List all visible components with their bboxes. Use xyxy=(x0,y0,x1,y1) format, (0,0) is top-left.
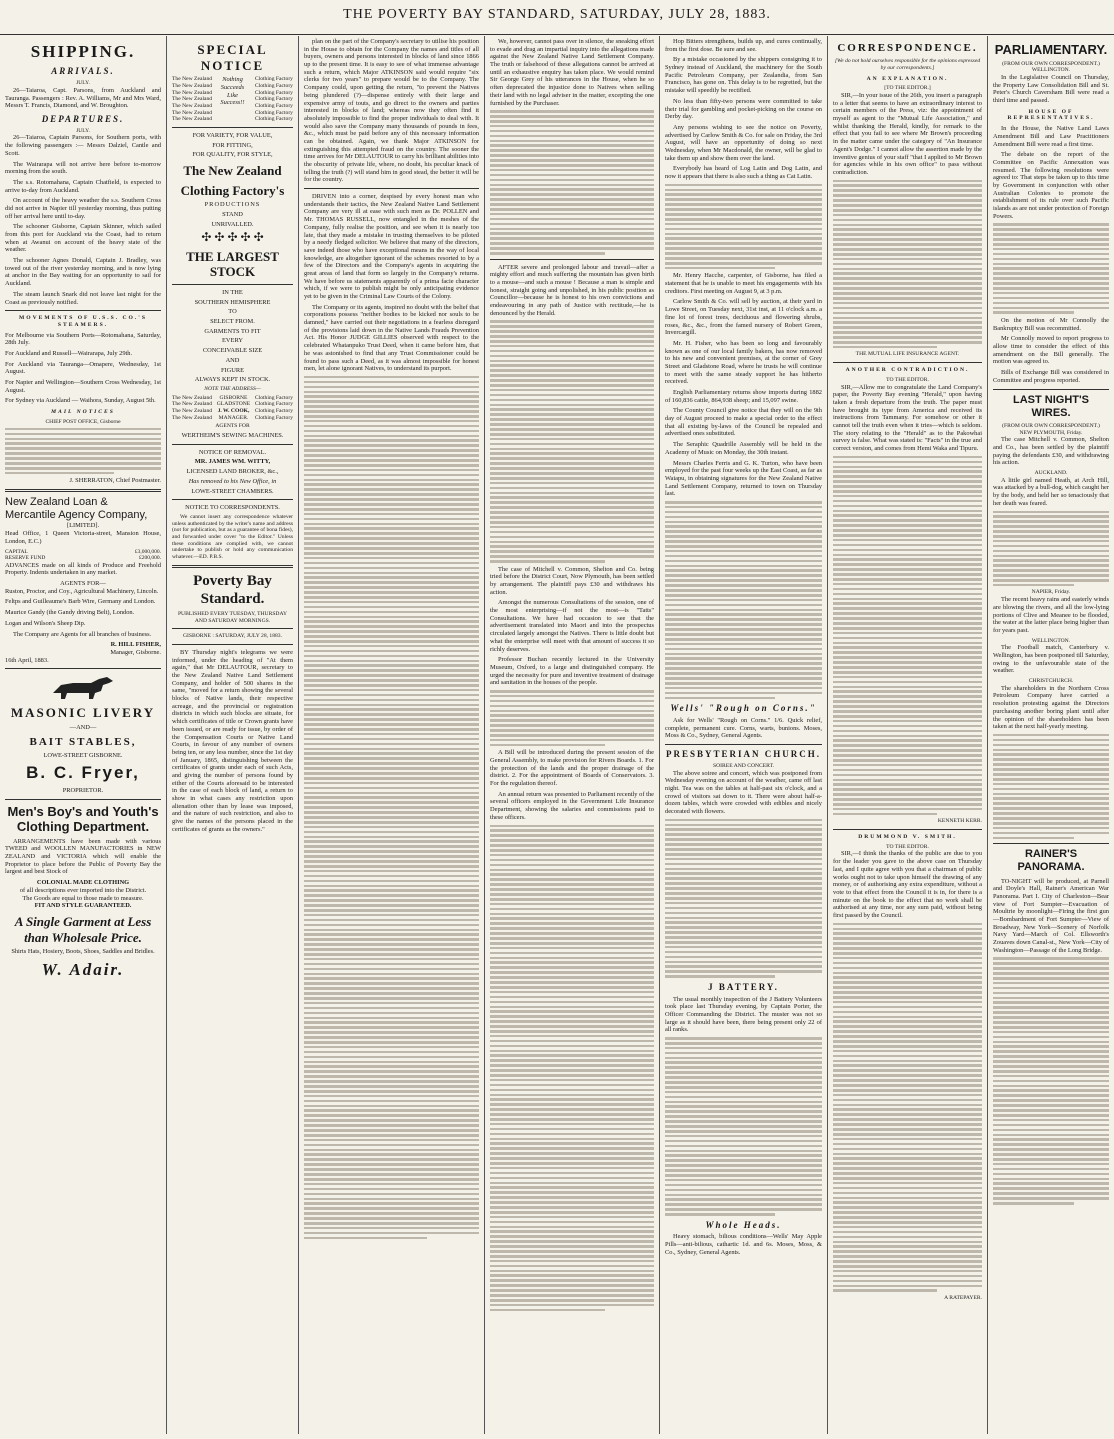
correspondence-heading: CORRESPONDENCE. xyxy=(837,42,978,54)
column-4 xyxy=(485,36,660,1434)
parliamentary-heading: PARLIAMENTARY. xyxy=(994,42,1108,57)
southern-hemisphere: SOUTHERN HEMISPHERE xyxy=(194,298,271,306)
reserve-row: RESERVE FUND £200,000. xyxy=(5,555,161,562)
news-paragraph: The case of Mitchell v. Common, Shelton and Co. being tried before the District Court, Now Plymouth, has been settled by arrangement. The plaintiff pays £30 and withdraws his action. xyxy=(490,565,654,596)
divider xyxy=(5,799,161,800)
mail-notices-text xyxy=(5,428,161,475)
editorial-lead: BY Thursday night's telegrams we were informed, under the heading of "At them again," that Mr DELAUTOUR, secretary to the New Zealand Native Land Settlement Company, and holder of 500 shares in the same, "moved for a return showing the several blocks of Native lands, their respective acreage, and the provincial or registration districts in which such blocks are situate, for which certificates of title or Crown grants have been issued, or are ready for issue, by order of the Compensation Courts or Native Land Courts, in favour of any number of owners being ten, or any less number, since the 1st day of January, 1865, distinguishing between the certificates of grants under each of such Acts, and giving the number of persons found by either of the Courts aforesaid to be interested in the case of each block of land, a return to show in what cases any restriction upon alienation other than by lease was imposed, and the nature of such restriction, and also to give the names of the persons placed in the certificates of grants as the owners." xyxy=(172,648,293,833)
wire-paragraph: The Football match, Canterbury v. Wellington, has been postponed till Saturday, owing to the unfavourable state of the weather. xyxy=(993,644,1109,675)
editorial-dateline: GISBORNE : SATURDAY, JULY 28, 1883. xyxy=(183,633,282,640)
parliament-paragraph: In the Legislative Council on Thursday, the Property Law Consolidation Bill and St. Peter's Church Caversham Bill were read a third time and passed. xyxy=(993,74,1109,105)
wire-paragraph: The case Mitchell v. Common, Shelton and Co., has been settled by the plaintiff paying the defendants £30, and withdrawing his action. xyxy=(993,436,1109,467)
wire-paragraph: The recent heavy rains and easterly winds are blowing the rivers, and all the low-lying portions of Clive and Meanee to be flooded, the water at the latter place being higher than for years past. xyxy=(993,596,1109,634)
agent-entry: Ruston, Proctor, and Coy., Agricultural Machinery, Lincoln. xyxy=(5,587,159,595)
divider xyxy=(993,389,1109,390)
masthead: THE POVERTY BAY STANDARD, SATURDAY, JULY 28, 1883. xyxy=(0,0,1114,35)
nz-rows: The New Zealand The New Zealand The New Zealand The New Zealand The New Zealand The New Zealand The New Zealand xyxy=(172,76,213,123)
wellington-dateline-2: WELLINGTON. xyxy=(1031,637,1071,644)
auckland-dateline: AUCKLAND. xyxy=(1034,470,1068,477)
capital-row: CAPITAL £3,000,000. xyxy=(5,548,161,555)
column-6-text xyxy=(833,456,982,816)
shipping-news: The s.s. Rotomahana, Captain Chatfield, is expected to arrive to-day from Auckland. xyxy=(5,178,161,194)
news-paragraph: Hop Bitters strengthens, builds up, and cures continually, from the first dose. Be sure and see. xyxy=(665,38,822,53)
column-7 xyxy=(988,36,1114,1434)
news-paragraph: By a mistake occasioned by the shippers consigning it to Sydney instead of Auckland, the machinery for the South Pacific Petroleum Company, per Zealandia, from San Francisco, has gone on. This delay is to be regretted, but the mistake will speedily be rectified. xyxy=(665,56,822,95)
parliament-paragraph: Bills of Exchange Bill was considered in Committee and progress reported. xyxy=(993,369,1109,384)
house-heading: HOUSE OF REPRESENTATIVES. xyxy=(1007,108,1095,122)
parliament-paragraph: In the House, the Native Land Laws Amendment Bill and Law Practitioners Amendment Bill were read a first time. xyxy=(993,125,1109,148)
agent-entry: Maurice Gandy (the Gandy driving Belt), London. xyxy=(5,609,135,617)
and-word: AND xyxy=(225,356,240,364)
postmaster-signature: J. SHERRATON, Chief Postmaster. xyxy=(69,477,161,485)
nothing-succeeds: Nothing Succeeds Like Success!! xyxy=(220,76,245,107)
cf-rows: Clothing Factory Clothing Factory Clothing Factory Clothing Factory Clothing Factory Clothing Factory Clothing Factory xyxy=(254,76,293,123)
mens-clothing-title: Men's Boy's and Youth's Clothing Department. xyxy=(7,803,159,835)
battery-heading: J BATTERY. xyxy=(708,981,779,992)
mail-notices-sub: CHIEF POST OFFICE, Gisborne xyxy=(45,418,121,425)
lowe-chambers: LOWE-STREET CHAMBERS. xyxy=(191,487,274,495)
shipping-news: The Wairarapa will not arrive here before to-morrow morning from the south. xyxy=(5,160,161,176)
column-6-text xyxy=(833,180,982,349)
every-word: EVERY xyxy=(222,337,243,345)
correspondents-notice: NOTICE TO CORRESPONDENTS. xyxy=(185,504,280,512)
column-5-text xyxy=(665,1037,822,1216)
editorial-driven-2: The Company or its agents, inspired no doubt with the belief that corporations possess "neither bodies to be kicked nor souls to be damned," have carried out their negotiations in a fearless disregard of the provisions laid down in the Native Lands Frauds Prevention Act. His Honor JUDGE GILLIES observed with respect to the celebrated Whatanpuko Trust Deed, when it came before him, that he was astonished to find that any Trust Commissioner could be found to pass such a Deed, as it was almost impossible for honest men, let alone ignorant Natives, to understand its purport. xyxy=(304,303,479,373)
battery-text: The usual monthly inspection of the J Battery Volunteers took place last Thursday evening, by Captain Porter, the Officer Commanding the District. The muster was not so large as it should have been, there being present only 22 of all ranks. xyxy=(665,995,822,1034)
witty-name: MR. JAMES WM. WITTY, xyxy=(194,458,271,466)
news-paragraph: Mr. H. Fisher, who has been so long and favourably known as one of our local family bakers, has now removed to his new and convenient premises, at the corner of Grey Street and Gladstone Road, where he trusts he will continue to meet with the same steady support he has hitherto received. xyxy=(665,339,822,386)
news-paragraph: The County Council give notice that they will on the 9th day of August proceed to make a special order to the effect that all existing by-laws of the Council be repealed and advertised ones substituted. xyxy=(665,407,822,438)
whole-heads-text: Heavy stomach, bilious conditions—Wells' May Apple Pills—anti-bilious, cathartic 1d. and 6s. Moses, Moss, & Co., Sydney, General Agents. xyxy=(665,1233,822,1256)
news-paragraph: The Seraphic Quadrille Assembly will be held in the Academy of Music on Monday, the 30th instant. xyxy=(665,441,822,456)
explanation-text: SIR,—In your issue of the 26th, you insert a paragraph to a letter that seems to have an extraordinary interest to certain members of the Press, viz: the appointment of myself as agent to the "Mutual Life Association," and whilst thanking the Herald, kindly, for remark to the effect that you fail to see where Mr Brown's proceeding in the matter came under the category of "An Insurance Agent's Dodge." I cannot allow the assertion made by the inventive genius of your staff "that I applied to Mr Brown for agencies while in his own office" to pass without contradiction. xyxy=(833,92,982,176)
paper-title: Poverty Bay Standard. xyxy=(193,572,272,607)
drummond-signature: A RATEPAYER. xyxy=(944,1295,982,1302)
garments-fit: GARMENTS TO FIT xyxy=(204,327,261,335)
wells-heading: Wells' "Rough on Corns." xyxy=(670,703,817,714)
date-line: 16th April, 1883. xyxy=(5,656,49,664)
departure-entry: 26—Taiaroa, Captain Parsons, for Southern ports, with the following passengers :— Messrs Dalziel, Cantle and Scott. xyxy=(5,134,161,157)
divider xyxy=(490,259,654,260)
news-paragraph: A Bill will be introduced during the present session of the General Assembly, to make provision for Rivers Boards. 1. For the protection of the lands and the proper drainage of the district. 2. For the appointment of Boards of Conservators. 3. For the regulation thereof. xyxy=(490,749,654,788)
steamer-entry: For Auckland via Tauranga—Omapere, Wednesday, 1st August. xyxy=(5,360,161,376)
to-editor: TO THE EDITOR. xyxy=(886,376,929,383)
wellington-dateline: WELLINGTON. xyxy=(1031,67,1071,74)
arrivals-date: JULY. xyxy=(76,80,90,87)
proprietor-label: PROPRIETOR. xyxy=(62,786,104,794)
agent-note: The Company are Agents for all branches of business. xyxy=(13,630,152,638)
divider xyxy=(172,499,293,500)
correspondents-text: We cannot insert any correspondence whatever unless authenticated by the writer's name and address (not for publication, but as a guarantee of bona fides), and forwarded under cover "to the Editor." Unless these conditions are complied with, we cannot undertake to publish or hold any communication whatever.—ED. P.B.S. xyxy=(172,513,293,561)
news-paragraph: Carlow Smith & Co. will sell by auction, at their yard in Lowe Street, on Tuesday next, 31st inst, at 11 o'clock a.m. a fine lot of forest trees, deciduous and flowering shrubs, roses, &c., &c., from the famed nursery of Robert Green, Invercargill. xyxy=(665,298,822,337)
parliamentary-sub: (FROM OUR OWN CORRESPONDENT.) xyxy=(1002,60,1100,67)
unrivalled-word: UNRIVALLED. xyxy=(211,220,254,228)
departures-date: JULY. xyxy=(76,127,90,134)
column-5-text xyxy=(665,819,822,978)
contradiction-heading: ANOTHER CONTRADICTION. xyxy=(845,367,970,374)
correspondence-disclaimer: [We do not hold ourselves responsible for the opinions expressed by our correspondents.] xyxy=(834,58,981,71)
to-word: TO xyxy=(228,308,237,316)
whole-heads-heading: Whole Heads. xyxy=(705,1219,782,1230)
column-5 xyxy=(660,36,828,1434)
figure-word: FIGURE xyxy=(220,366,245,374)
to-editor: [TO THE EDITOR.] xyxy=(884,85,931,92)
to-editor: TO THE EDITOR. xyxy=(886,843,929,850)
column-6-text xyxy=(833,923,982,1292)
presbyterian-heading: PRESBYTERIAN CHURCH. xyxy=(665,749,821,760)
wertheim-machines: WERTHEIM'S SEWING MACHINES. xyxy=(181,432,284,440)
wires-heading: LAST NIGHT'S WIRES. xyxy=(1013,393,1089,419)
divider xyxy=(172,644,293,645)
column-6 xyxy=(828,36,988,1434)
arrivals-heading: ARRIVALS. xyxy=(51,66,115,77)
colonial-sub: of all descriptions ever imported into the District. xyxy=(19,886,147,894)
departures-heading: DEPARTURES. xyxy=(41,113,125,124)
witty-moved: Has removed to his New Office, in xyxy=(188,477,277,485)
horse-icon xyxy=(43,673,123,701)
column-7-text xyxy=(993,734,1109,839)
column-4-text xyxy=(490,690,654,746)
parliament-paragraph: The debate on the report of the Committee on Pacific Annexation was resumed. The following resolutions were agreed to: That steps be taken up to this time by Government in conjunction with other Australian Colonies to promote the establishment of its rule over such Pacific islands as are not under protection of Foreign Powers. xyxy=(993,151,1109,220)
news-paragraph: No less than fifty-two persons were committed to take their trial for gambling and pocket-picking on the course on Derby day. xyxy=(665,97,822,121)
drummond-text: SIR,—I think the thanks of the public are due to you for the leader you gave to the above case on Thursday last, and I quite agree with you that a chairman of public works ought not to take upon himself the drawing of any money, or of authorising any extra expenditure, without a vote to that effect from the Council it is in, for there is a minute on the book to the effect that no work shall be authorised at any time, nor any sum paid, without being first passed by the Council. xyxy=(833,850,982,919)
agents-heading: AGENTS FOR— xyxy=(60,580,106,588)
quality-line: FOR QUALITY, FOR STYLE, xyxy=(192,151,273,159)
goods-equal: The Goods are equal to those made to measure. xyxy=(22,894,144,902)
special-notice-title: SPECIAL NOTICE xyxy=(197,42,268,73)
christchurch-dateline: CHRISTCHURCH. xyxy=(1028,678,1074,685)
napier-dateline: NAPIER, Friday. xyxy=(1031,589,1071,596)
parliament-paragraph: On the motion of Mr Connolly the Bankruptcy Bill was recommitted. xyxy=(993,317,1109,332)
special-notice-box xyxy=(172,76,293,123)
wire-paragraph: A little girl named Heath, at Arch Hill, was attacked by a bull-dog, which caught her by the body, and held her so tenaciously that her death was feared. xyxy=(993,476,1109,507)
lowe-street: LOWE-STREET GISBORNE. xyxy=(43,751,123,759)
conceivable-size: CONCEIVABLE SIZE xyxy=(202,347,263,355)
wire-paragraph: The shareholders in the Northern Cross Petroleum Company have carried a resolution protesting against the Directors purchasing another boring plant until after the opinion of the shareholders has been taken at the next half-yearly meeting. xyxy=(993,684,1109,731)
steamer-entry: For Auckland and Russell—Wairarapa, July 29th. xyxy=(5,349,133,357)
rainer-heading: RAINER'S PANORAMA. xyxy=(1017,848,1085,874)
explanation-heading: AN EXPLANATION. xyxy=(866,75,949,82)
divider xyxy=(172,444,293,445)
divider xyxy=(5,310,161,311)
divider xyxy=(172,565,293,568)
news-paragraph: We, however, cannot pass over in silence, the sneaking effort to evade and drag an impartial inquiry into the allegations made against the New Zealand Native Land Settlement Company. The truth or falsehood of these allegations cannot be arrived at until an exhaustive enquiry has taken place. We would remind Sir George Grey of his utterances in the House, when he so often deprecated the injustice done to Natives when selling their land with no legal adviser in the matter, excepting the one furnished by the Purchaser. xyxy=(490,38,654,107)
agent-entry: Feltps and Guilleaume's Barb Wire, Germany and London. xyxy=(5,598,156,606)
steamer-entry: For Melbourne via Southern Ports—Rotomahana, Saturday, 28th July. xyxy=(5,331,161,347)
column-3 xyxy=(299,36,485,1434)
shipping-news: The schooner Agnes Donald, Captain J. Bradley, was towed out of the river yesterday morning, and is now lying at anchor in the Bay waiting for an opportunity to sail for Auckland. xyxy=(5,257,161,288)
presbyterian-sub: SOIREE AND CONCERT. xyxy=(713,762,774,769)
single-garment-headline: A Single Garment at Less than Wholesale Price. xyxy=(14,913,152,945)
explanation-signature: THE MUTUAL LIFE INSURANCE AGENT. xyxy=(855,351,960,358)
shipping-news: The steam launch Snark did not leave last night for the Coast as previously notified. xyxy=(5,290,161,306)
news-paragraph: Messrs Charles Ferris and G. K. Turton, who have been employed for the past four weeks up the East Coast, as far as Waiapu, in obtaining signatures for the New Zealand Native Land Settlement Company, returned to town on Thursday last. xyxy=(665,459,822,498)
divider xyxy=(833,362,982,363)
decorative-glyphs: ✣ ✣ ✣ ✣ ✣ xyxy=(201,230,264,245)
news-paragraph: Everybody has heard of Log Latin and Dog Latin, and now it appears that there is also such a thing as Cat Latin. xyxy=(665,165,822,180)
arrival-entry: 26—Taiaroa, Capt. Parsons, from Auckland and Tauranga. Passengers : Rev. A. Williams, Mr and Mrs Ward, Messrs T. Francis, Diamond, and W. Broughton. xyxy=(5,86,161,110)
news-paragraph: AFTER severe and prolonged labour and travail—after a mighty effort and much suffering the mountain has given birth to a mouse—and such a mouse ! Because a man is simple and honest, straight going and unpolished, in his public position as Councillor—because he is honest to his own convictions and endeavouring in any path of Justice with rectitude,—he is denounced by the Herald. xyxy=(490,263,654,317)
wells-text: Ask for Wells' "Rough on Corns." 1/6. Quick relief, complete, permanent cure. Corns, warts, bunions. Moses, Moss & Co., Sydney, General Agents. xyxy=(665,717,822,740)
manager-name: R. HILL FISHER, xyxy=(110,641,161,649)
column-4-text xyxy=(490,825,654,1312)
column-4-text xyxy=(490,320,654,562)
contradiction-signature: KENNETH KERR. xyxy=(937,818,982,825)
variety-line: FOR VARIETY, FOR VALUE, xyxy=(192,132,273,140)
colonial-clothing: COLONIAL MADE CLOTHING xyxy=(36,879,130,887)
shipping-news: On account of the heavy weather the s.s. Southern Cross did not arrive in Napier till yesterday morning, thus putting off her arrival here until to-day. xyxy=(5,197,161,220)
productions-word: PRODUCTIONS xyxy=(204,201,261,209)
select-from: SELECT FROM. xyxy=(210,318,255,326)
loan-agency-title: New Zealand Loan & Mercantile Agency Company, xyxy=(5,496,148,522)
published-line: PUBLISHED EVERY TUESDAY, THURSDAY AND SATURDAY MORNINGS. xyxy=(177,610,288,624)
manager-title: Manager, Gisborne. xyxy=(110,648,161,656)
divider xyxy=(5,668,161,669)
loan-office: Head Office, 1 Queen Victoria-street, Mansion House, London, E.C.) xyxy=(5,530,161,545)
mail-notices-heading: MAIL NOTICES xyxy=(51,409,115,416)
always-in-stock: ALWAYS KEPT IN STOCK. xyxy=(194,376,271,384)
contradiction-text: SIR,—Allow me to congratulate the Land Company's paper, the Poverty Bay evening "Herald," upon having taken a fresh departure from the truth. The paper must have brought its type from America and received its instructions from Tammany. For somehow or other it cannot tell the truth even when it tries—which is seldom. The story relating to the "Herald" as to the Pakowhai survey is false. What was stated is: "Facts" in the true and correct version, and comes from Hemi Waka and Tipuru. xyxy=(833,383,982,453)
editorial-driven: DRIVEN into a corner, despised by every honest man who understands their tactics, the New Zealand Native Land Settlement Company are very ill at ease with such men as Dr. POLLEN and Mr. THOMAS RUSSELL, now entangled in the meshes of the Company, fully realise the position, and see when it is nearly too late, that they made a mistake in trusting themselves to be piloted by a needy fledged solicitor. We believe that many of the directors, save indeed those who have exceptional means in the way of local knowledge, are altogether ignorant of the schemes resorted to by a few of the Directors and the Company's agents in acquiring the great areas of land that form so largely in the Company's returns. We have before us statements apparently of a prima facie character which, if we were to publish might be only anticipating evidence yet to be given in the Criminal Law Courts of the Colony. xyxy=(304,193,479,300)
column-5-text xyxy=(665,501,822,699)
and-word: —AND— xyxy=(69,723,97,731)
stand-word: STAND xyxy=(222,211,243,219)
news-paragraph: Mr. Henry Hacche, carpenter, of Gisborne, has filed a statement that he is unable to meet his engagements with his creditors. First meeting on August 9, at 3 p.m. xyxy=(665,272,822,295)
news-paragraph: Professor Buchan recently lectured in the University Museum, Oxford, to a large and distinguished company. He urged the necessity for pure and inventive treatment of drainage and sanitation in the houses of the people. xyxy=(490,656,654,687)
divider xyxy=(5,489,161,492)
address-block: The New Zealand The New Zealand The New Zealand The New Zealand GISBORNE GLADSTONE J. W. COOK, MANAGER. Clothing Factory Clothing Factory Clothing Factory Clothing Factory xyxy=(172,394,293,421)
drummond-heading: DRUMMOND V. SMITH. xyxy=(858,834,957,841)
wires-sub: (FROM OUR OWN CORRESPONDENT.) xyxy=(1002,422,1100,429)
fit-style: FIT AND STYLE GUARANTEED. xyxy=(34,902,132,910)
editorial-continued: plan on the part of the Company's secretary to utilise his position in the House to obtain for the Company the names and titles of all buyers, owners and persons interested in blocks of land since 1866 up to the present time. It is easy to see of what immense advantage such a return, which Major ATKINSON said would require "six clerks for two years" to prepare would be to the Company. The Company could, upon getting the return, "to prevent the Natives being plundered (?)—dispense entirely with their large and expensive army of touts, and go direct to the owners and parties interested in blocks of land; whereas now they often find it absolutely impossible to find the proper individuals to deal with. It would also save the Company many thousands of pounds in fees, &c., which must be paid before any of this necessary information can be obtained. Again, we thank Major ATKINSON for extinguishing this attempted fraud on the country. The sooner the time arrives for Mr DELAUTOUR to carry his brilliant abilities into the obscurity of private life, where, no doubt, his peculiar knack of telling the truth (?) will stand him in good stead, the better it will be for the country. xyxy=(304,38,479,184)
news-paragraph: An annual return was presented to Parliament recently of the several officers employed in the Government Life Insurance Department, showing the salaries and commissions paid to these officers. xyxy=(490,790,654,821)
column-7-text xyxy=(993,223,1109,314)
divider xyxy=(304,188,479,189)
in-the: IN THE xyxy=(222,289,243,296)
fitting-line: FOR FITTING, xyxy=(212,141,253,149)
divider xyxy=(833,829,982,830)
column-2 xyxy=(167,36,299,1434)
witty-sub: LICENSED LAND BROKER, &c., xyxy=(186,468,279,476)
advances-text: ADVANCES made on all kinds of Produce and Freehold Property. Indents undertaken in any market. xyxy=(5,561,161,577)
column-7-text xyxy=(993,511,1109,587)
fryer-name: B. C. Fryer, xyxy=(26,763,140,783)
column-1 xyxy=(0,36,167,1434)
divider xyxy=(665,744,822,745)
nz-title: The New Zealand xyxy=(183,163,282,179)
steamer-entry: For Sydney via Auckland — Waihora, Sunday, August 5th. xyxy=(5,397,156,405)
presbyterian-text: The above soiree and concert, which was postponed from Wednesday evening on account of the weather, came off last night. Tea was on the tables at half-past six o'clock, and a crowd of visitors sat down to it. There were about half-a-dozen tables, which were crowded with edibles and nicely decorated with flowers. xyxy=(665,769,822,815)
column-3-text xyxy=(304,376,479,1239)
adair-name: W. Adair. xyxy=(41,959,125,979)
cf-title: Clothing Factory's xyxy=(180,182,285,198)
notice-of-removal: NOTICE OF REMOVAL. xyxy=(198,448,267,456)
note-address: NOTE THE ADDRESS— xyxy=(204,385,261,392)
news-paragraph: English Parliamentary returns show imports during 1882 of 160,836 cattle, 864,938 sheep; and 15,097 swine. xyxy=(665,389,822,404)
agents-for: AGENTS FOR xyxy=(215,423,250,430)
arrangements-text: ARRANGEMENTS have been made with various TWEED and WOOLLEN MANUFACTORIES in NEW ZEALAND and VICTORIA which will enable the Proprietor to place before the Public of Poverty Bay the largest and best Stock of xyxy=(5,837,161,876)
divider xyxy=(172,127,293,128)
divider xyxy=(172,628,293,629)
largest-stock: THE LARGEST STOCK xyxy=(186,248,279,280)
steamer-entry: For Napier and Wellington—Southern Cross Wednesday, 1st August. xyxy=(5,379,161,394)
new-plymouth-dateline: NEW PLYMOUTH, Friday. xyxy=(1019,429,1083,436)
shipping-news: The schooner Gisborne, Captain Skinner, which sailed from this port for Auckland via the Coast, had to return when at Awanui on account of the heavy state of the weather. xyxy=(5,223,161,254)
column-7-text xyxy=(993,957,1109,1204)
shirts-line: Shirts Hats, Hosiery, Boots, Shoes, Saddles and Bridles. xyxy=(11,948,155,956)
rainer-text: TO-NIGHT will be produced, at Parnell and Doyle's Hall, Rainer's American War Panorama. Part I. City of Charleston—Bear view of Fort Sumpter—Evacuation of Moultrie by moonlight—Firing the first gun—Bombardment of Fort Sumpter—View of Broadway, New York—Scenery of Norfolk Navy Yard—March of Col. Ellsworth's Zouaves down Canal-st., New York—City of Washington—Passage of the Long Bridge. xyxy=(993,877,1109,954)
column-5-text xyxy=(665,184,822,270)
agent-entry: Logan and Wilson's Sheep Dip. xyxy=(5,619,86,627)
parliament-paragraph: Mr Connolly moved to report progress to allow time to consider the effect of this amendment on the Bill generally. The motion was agreed to. xyxy=(993,335,1109,366)
divider xyxy=(993,843,1109,844)
loan-limited: [LIMITED]. xyxy=(66,522,100,530)
shipping-heading: SHIPPING. xyxy=(30,42,136,61)
masonic-livery-title: MASONIC LIVERY xyxy=(10,705,156,721)
bait-stables-title: BAIT STABLES, xyxy=(29,735,137,748)
column-4-text xyxy=(490,110,654,254)
news-paragraph: Amongst the numerous Consultations of the session, one of the most enterprising—if not the most—is "Tatts" Consultations. We have had occasion to see that the advertisement translated into Maori and into the prospectus circulated largely amongst the Natives. There is little doubt but what the enterprise will meet with that amount of success it so richly deserves. xyxy=(490,599,654,653)
divider xyxy=(172,284,293,285)
news-paragraph: Any persons wishing to see the notice on Poverty, advertised by Carlow Smith & Co. for sale on Friday, the 3rd August, will have an opportunity of doing so next Wednesday, when Mr Macdonald, the owner, will be glad to take them up and show them over the land. xyxy=(665,123,822,162)
steamers-heading: MOVEMENTS OF U.S.S. CO.'S STEAMERS. xyxy=(19,315,147,328)
